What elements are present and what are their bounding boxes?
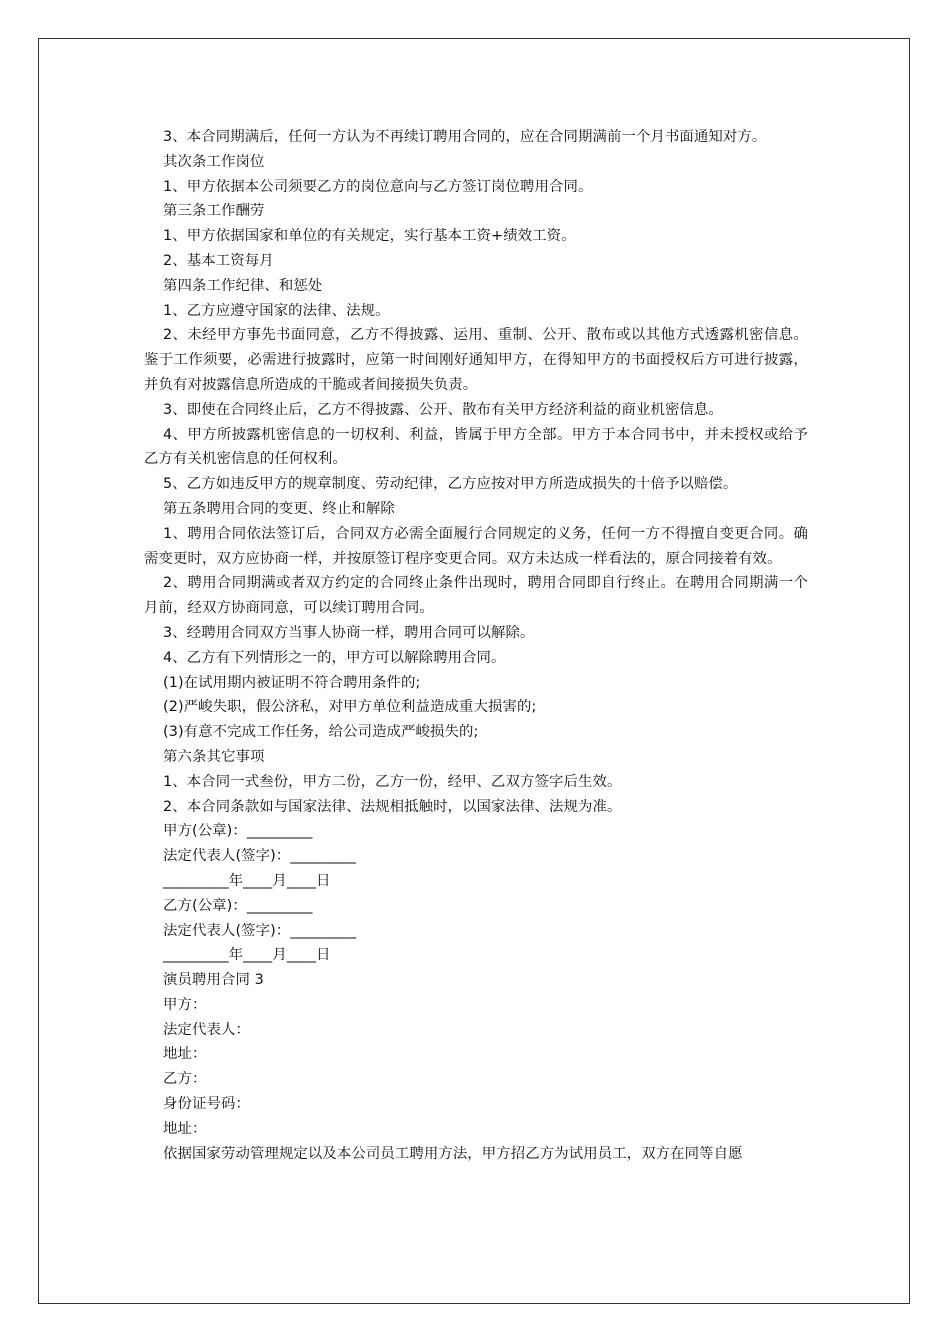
address-field: 地址： — [163, 1120, 207, 1137]
paragraph: 4、乙方有下列情形之一的，甲方可以解除聘用合同。 — [163, 649, 506, 666]
paragraph: 4、甲方所披露机密信息的一切权利、利益，皆属于甲方全部。甲方于本合同书中，并未授权或给予乙方有关机密信息的任何权利。 — [144, 426, 808, 468]
paragraph: 1、甲方依据国家和单位的有关规定，实行基本工资+绩效工资。 — [163, 228, 576, 245]
section-heading: 第六条其它事项 — [163, 748, 265, 765]
list-item: (3)有意不完成工作任务，给公司造成严峻损失的; — [163, 724, 479, 741]
paragraph: 3、本合同期满后，任何一方认为不再续订聘用合同的，应在合同期满前一个月书面通知对方。 — [163, 129, 767, 145]
paragraph: 1、乙方应遵守国家的法律、法规。 — [163, 302, 390, 319]
paragraph: 依据国家劳动管理规定以及本公司员工聘用方法，甲方招乙方为试用员工，双方在同等自愿 — [163, 1145, 743, 1162]
list-item: (1)在试用期内被证明不符合聘用条件的; — [163, 674, 421, 691]
section-heading: 第四条工作纪律、和惩处 — [163, 277, 323, 294]
party-a-seal-line: 甲方(公章)：_________ — [163, 823, 313, 840]
section-heading: 第三条工作酬劳 — [163, 203, 265, 220]
paragraph: 2、聘用合同期满或者双方约定的合同终止条件出现时，聘用合同即自行终止。在聘用合同期满一个月前，经双方协商同意，可以续订聘用合同。 — [144, 575, 808, 617]
address-field: 地址： — [163, 1046, 207, 1063]
party-a-rep-line: 法定代表人(签字)：_________ — [163, 848, 357, 865]
paragraph: 5、乙方如违反甲方的规章制度、劳动纪律，乙方应按对甲方所造成损失的十倍予以赔偿。 — [163, 476, 738, 493]
paragraph: 3、即使在合同终止后，乙方不得披露、公开、散布有关甲方经济利益的商业机密信息。 — [163, 401, 723, 418]
contract-3-header — [144, 968, 808, 1166]
signature-block — [144, 819, 808, 968]
document-body — [144, 125, 808, 1166]
party-a-field: 甲方： — [163, 996, 207, 1013]
paragraph: 2、基本工资每月 — [163, 252, 274, 269]
party-b-rep-line: 法定代表人(签字)：_________ — [163, 922, 357, 939]
paragraph: 1、甲方依据本公司须要乙方的岗位意向与乙方签订岗位聘用合同。 — [163, 178, 593, 195]
party-a-date-line: _________年____月____日 — [163, 872, 331, 889]
party-b-field: 乙方： — [163, 1071, 207, 1088]
party-b-seal-line: 乙方(公章)：_________ — [163, 897, 313, 914]
party-b-date-line: _________年____月____日 — [163, 947, 331, 964]
section-heading: 第五条聘用合同的变更、终止和解除 — [163, 500, 395, 517]
section-heading: 其次条工作岗位 — [163, 153, 265, 170]
legal-rep-field: 法定代表人： — [163, 1021, 250, 1038]
paragraph: 3、经聘用合同双方当事人协商一样，聘用合同可以解除。 — [163, 624, 535, 641]
id-number-field: 身份证号码： — [163, 1096, 250, 1113]
list-item: (2)严峻失职，假公济私，对甲方单位利益造成重大损害的; — [163, 699, 537, 716]
paragraph: 2、未经甲方事先书面同意，乙方不得披露、运用、重制、公开、散布或以其他方式透露机密信息。鉴于工作须要，必需进行披露时，应第一时间刚好通知甲方，在得知甲方的书面授权后方可进行披露，并负有对披露信息所造成的干脆或者间接损失负责。 — [144, 327, 808, 393]
paragraph: 2、本合同条款如与国家法律、法规相抵触时，以国家法律、法规为准。 — [163, 798, 622, 815]
contract-title: 演员聘用合同 3 — [163, 972, 264, 989]
paragraph: 1、本合同一式叁份，甲方二份，乙方一份，经甲、乙双方签字后生效。 — [163, 773, 622, 790]
paragraph: 1、聘用合同依法签订后，合同双方必需全面履行合同规定的义务，任何一方不得擅自变更合同。确需变更时，双方应协商一样，并按原签订程序变更合同。双方未达成一样看法的，原合同接着有效。 — [144, 525, 808, 567]
